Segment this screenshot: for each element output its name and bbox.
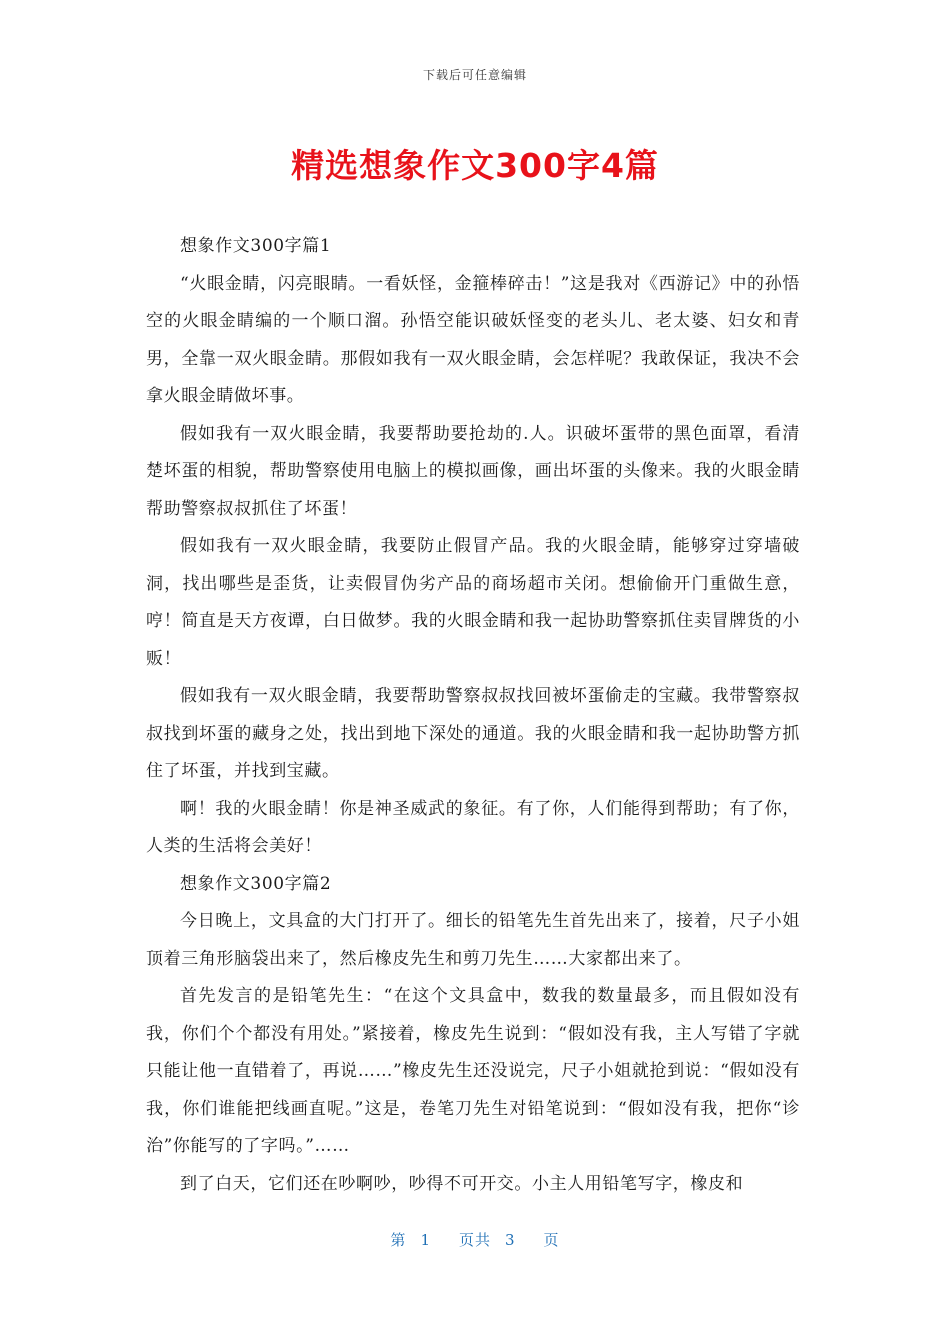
section-heading: 想象作文300字篇2 [180, 873, 332, 894]
document-body [146, 228, 800, 1203]
paragraph: 假如我有一双火眼金睛，我要防止假冒产品。我的火眼金睛，能够穿过穿墙破洞，找出哪些是歪货，让卖假冒伪劣产品的商场超市关闭。想偷偷开门重做生意，哼！简直是天方夜谭，白日做梦。我的火眼金睛和我一起协助警察抓住卖冒牌货的小贩！ [146, 536, 800, 669]
paragraph: 假如我有一双火眼金睛，我要帮助要抢劫的.人。识破坏蛋带的黑色面罩，看清楚坏蛋的相貌，帮助警察使用电脑上的模拟画像，画出坏蛋的头像来。我的火眼金睛帮助警察叔叔抓住了坏蛋！ [146, 423, 800, 519]
paragraph: 首先发言的是铅笔先生：“在这个文具盒中，数我的数量最多，而且假如没有我，你们个个都没有用处。”紧接着，橡皮先生说到：“假如没有我，主人写错了字就只能让他一直错着了，再说……”橡皮先生还没说完，尺子小姐就抢到说：“假如没有我，你们谁能把线画直呢。”这是，卷笔刀先生对铅笔说到：“假如没有我，把你“诊治”你能写的了字吗。”…… [146, 986, 800, 1156]
footer-total-pages: 3 [505, 1231, 516, 1249]
footer-total-label: 页共 [458, 1231, 491, 1249]
document-title: 精选想象作文300字4篇 [291, 146, 659, 185]
paragraph: 假如我有一双火眼金睛，我要帮助警察叔叔找回被坏蛋偷走的宝藏。我带警察叔叔找到坏蛋的藏身之处，找出到地下深处的通道。我的火眼金睛和我一起协助警方抓住了坏蛋，并找到宝藏。 [146, 686, 800, 781]
paragraph: 啊！我的火眼金睛！你是神圣威武的象征。有了你，人们能得到帮助；有了你，人类的生活将会美好！ [146, 798, 800, 856]
footer-page-label: 第 [390, 1231, 407, 1249]
paragraph: 今日晚上，文具盒的大门打开了。细长的铅笔先生首先出来了，接着，尺子小姐顶着三角形脑袋出来了，然后橡皮先生和剪刀先生……大家都出来了。 [146, 911, 800, 969]
section-heading: 想象作文300字篇1 [180, 236, 332, 256]
page-footer [0, 1229, 950, 1250]
paragraph: “火眼金睛，闪亮眼睛。一看妖怪，金箍棒碎击！”这是我对《西游记》中的孙悟空的火眼金睛编的一个顺口溜。孙悟空能识破妖怪变的老头儿、老太婆、妇女和青男，全靠一双火眼金睛。那假如我有一双火眼金睛，会怎样呢？我敢保证，我决不会拿火眼金睛做坏事。 [146, 273, 800, 406]
paragraph: 到了白天，它们还在吵啊吵，吵得不可开交。小主人用铅笔写字，橡皮和 [180, 1173, 744, 1194]
footer-page-number: 1 [420, 1231, 431, 1249]
footer-page-suffix: 页 [543, 1231, 560, 1249]
header-note: 下载后可任意编辑 [422, 68, 527, 82]
